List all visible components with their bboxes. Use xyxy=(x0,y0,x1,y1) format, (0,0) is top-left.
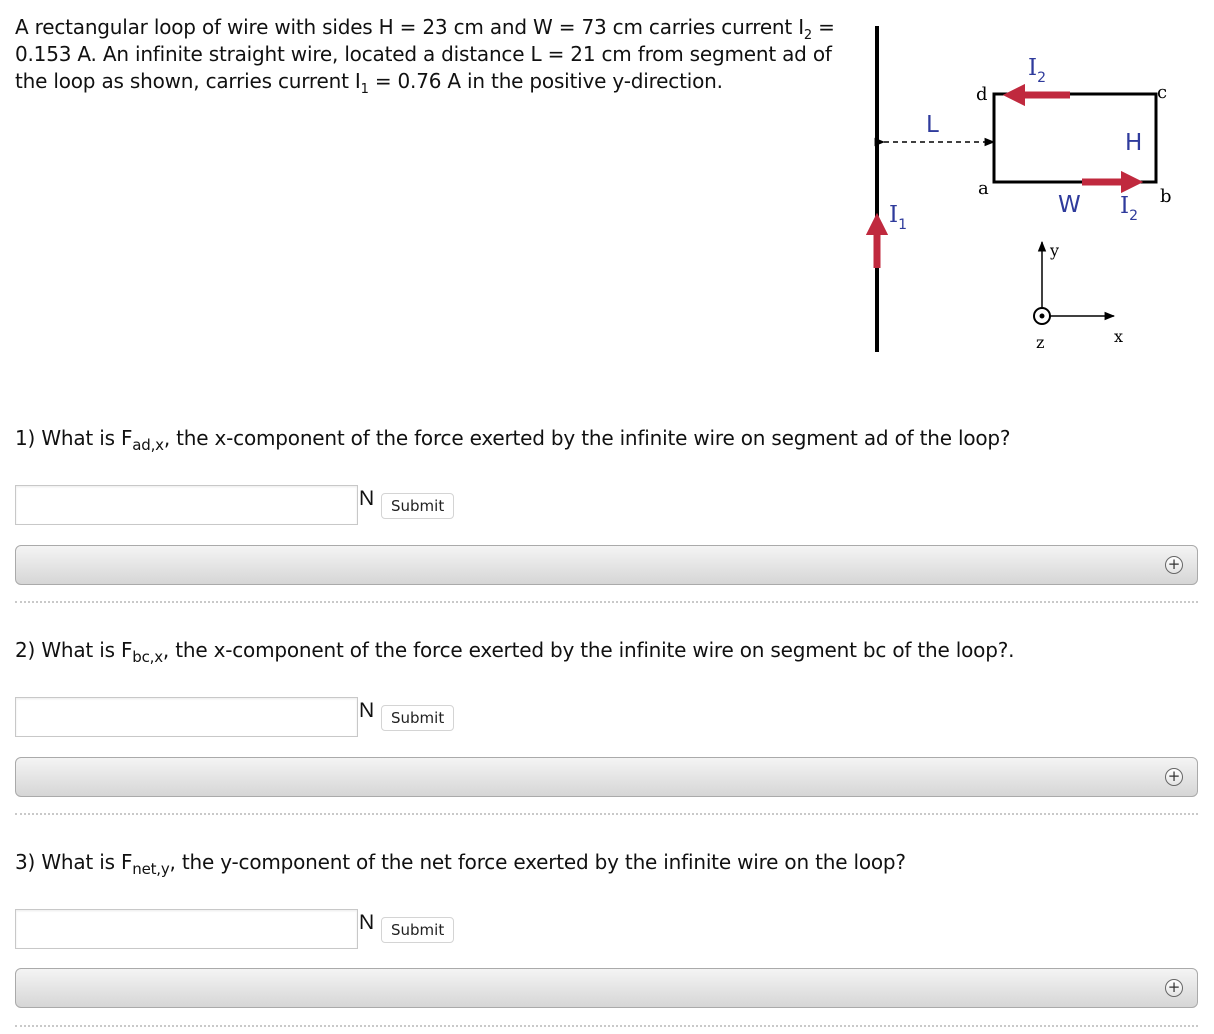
axis-label-y: y xyxy=(1050,241,1060,260)
axis-label-z: z xyxy=(1036,333,1045,352)
hint-bar-1[interactable] xyxy=(15,545,1198,585)
label-h: H xyxy=(1125,130,1143,156)
corner-a: a xyxy=(978,178,989,199)
unit-label-2: N xyxy=(359,699,375,722)
expand-plus-icon[interactable]: + xyxy=(1165,768,1183,786)
corner-b: b xyxy=(1160,186,1172,207)
label-i1: $I_1$ xyxy=(889,202,908,233)
submit-button-2[interactable]: Submit xyxy=(381,705,454,731)
submit-button-1[interactable]: Submit xyxy=(381,493,454,519)
loop-diagram xyxy=(860,18,1200,363)
hint-bar-3[interactable] xyxy=(15,968,1198,1008)
unit-label-1: N xyxy=(359,487,375,510)
divider xyxy=(15,813,1198,815)
expand-plus-icon[interactable]: + xyxy=(1165,556,1183,574)
divider xyxy=(15,601,1198,603)
question-3: 3) What is $F_{net,y}$, the y-component of the net force exerted by the infinite wire on the loop? xyxy=(15,850,906,878)
corner-d: d xyxy=(976,84,988,105)
divider xyxy=(15,1025,1198,1027)
label-i2-bottom: $I_2$ xyxy=(1120,193,1139,224)
problem-statement: A rectangular loop of wire with sides H = 23 cm and W = 73 cm carries current $I_2 = 0.153$ A. An infinite straight wire, located a distance L = 21 cm from segment ad of the loop as shown, carries current $I_1 = 0.76$ A in the positive y-direction. xyxy=(15,15,835,97)
submit-button-3[interactable]: Submit xyxy=(381,917,454,943)
question-2: 2) What is $F_{bc,x}$, the x-component of the force exerted by the infinite wire on segment bc of the loop?. xyxy=(15,638,1015,666)
expand-plus-icon[interactable]: + xyxy=(1165,979,1183,997)
answer-input-2[interactable] xyxy=(15,697,358,737)
question-1: 1) What is $F_{ad,x}$, the x-component of the force exerted by the infinite wire on segment ad of the loop? xyxy=(15,426,1011,454)
label-i2-top: $I_2$ xyxy=(1028,55,1047,86)
answer-input-3[interactable] xyxy=(15,909,358,949)
corner-c: c xyxy=(1157,82,1168,103)
axis-label-x: x xyxy=(1114,327,1124,346)
answer-input-1[interactable] xyxy=(15,485,358,525)
label-w: W xyxy=(1058,192,1081,218)
label-l: L xyxy=(926,112,939,138)
unit-label-3: N xyxy=(359,911,375,934)
hint-bar-2[interactable] xyxy=(15,757,1198,797)
